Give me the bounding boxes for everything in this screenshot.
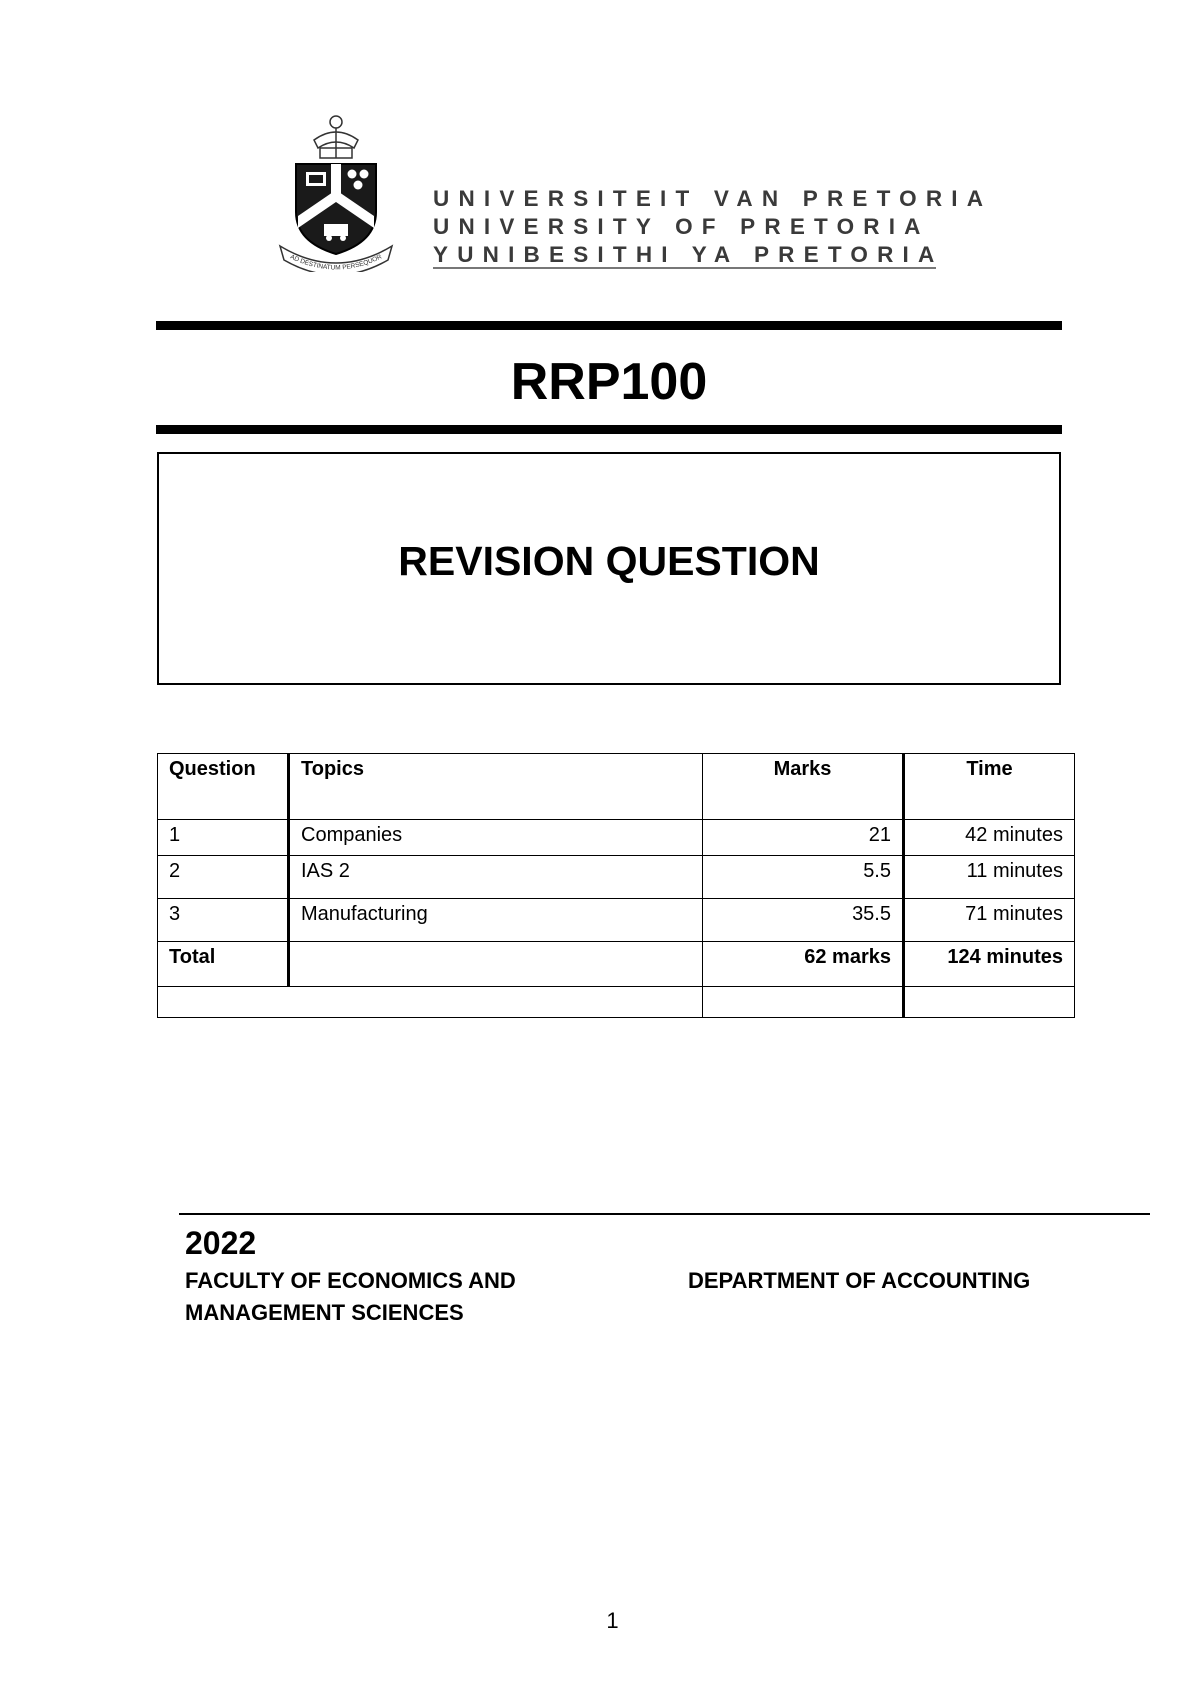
table-header-row (158, 754, 1075, 820)
document-title: REVISION QUESTION (398, 538, 820, 584)
faculty-line-2: MANAGEMENT SCIENCES (185, 1300, 464, 1325)
year: 2022 (185, 1225, 257, 1261)
time: 71 minutes (904, 899, 1075, 942)
course-code: RRP100 (510, 353, 708, 411)
top-rule (156, 321, 1062, 330)
university-name-english: UNIVERSITY OF PRETORIA (433, 214, 930, 239)
total-topic-empty (289, 942, 703, 987)
topic: Companies (289, 820, 703, 856)
question-number: 2 (158, 856, 289, 899)
document-title-box (157, 452, 1061, 685)
footer-rule (179, 1213, 1150, 1215)
marks: 35.5 (703, 899, 904, 942)
topic: IAS 2 (289, 856, 703, 899)
faculty-line-1: FACULTY OF ECONOMICS AND (185, 1268, 516, 1293)
table-empty-row (158, 987, 1075, 1018)
empty-cell (904, 987, 1075, 1018)
table-row (158, 820, 1075, 856)
total-label: Total (158, 942, 289, 987)
time: 11 minutes (904, 856, 1075, 899)
university-name-afrikaans: UNIVERSITEIT VAN PRETORIA (433, 186, 993, 211)
time: 42 minutes (904, 820, 1075, 856)
header-time: Time (904, 754, 1075, 820)
marks-table (157, 753, 1075, 1018)
total-marks: 62 marks (703, 942, 904, 987)
logo-motto: AD DESTINATUM PERSEQUOR (288, 253, 384, 272)
table-total-row (158, 942, 1075, 987)
table-row (158, 856, 1075, 899)
university-crest-logo (276, 112, 396, 272)
faculty-name (185, 1265, 516, 1329)
department-name: DEPARTMENT OF ACCOUNTING (688, 1268, 1031, 1293)
university-name-underline (433, 267, 936, 269)
total-time: 124 minutes (904, 942, 1075, 987)
question-number: 3 (158, 899, 289, 942)
empty-cell (703, 987, 904, 1018)
marks: 5.5 (703, 856, 904, 899)
topic: Manufacturing (289, 899, 703, 942)
marks: 21 (703, 820, 904, 856)
page-number: 1 (606, 1608, 619, 1633)
empty-cell (158, 987, 703, 1018)
header-question: Question (158, 754, 289, 820)
table-row (158, 899, 1075, 942)
header-topics: Topics (289, 754, 703, 820)
university-name-sepedi: YUNIBESITHI YA PRETORIA (433, 242, 944, 267)
question-number: 1 (158, 820, 289, 856)
header-marks: Marks (703, 754, 904, 820)
course-code-rule (156, 425, 1062, 434)
